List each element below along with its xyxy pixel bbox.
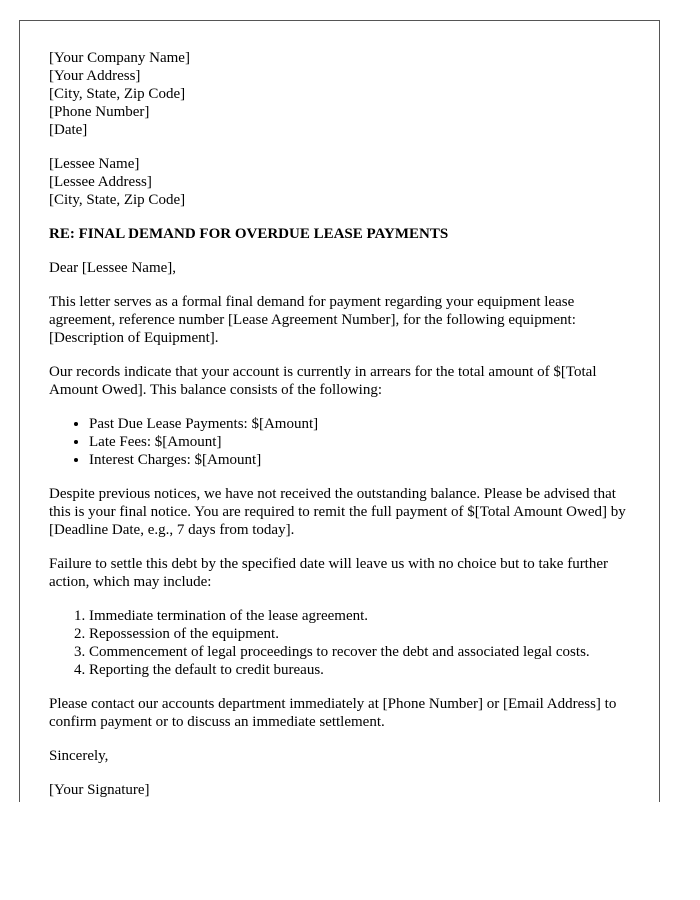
list-item: • Past Due Lease Payments: $[Amount] [89, 415, 639, 433]
sender-city: [City, State, Zip Code] [49, 86, 186, 102]
actions-list [49, 607, 639, 679]
recipient-name: [Lessee Name] [49, 156, 140, 172]
intro-paragraph: This letter serves as a formal final demand for payment regarding your equipment lease agreement, reference number [Lease Agreement Number], for the following equipment: [Description of Equipment]. [49, 294, 576, 346]
letter-page [19, 20, 660, 802]
failure-paragraph: Failure to settle this debt by the specified date will leave us with no choice but to take further action, which may include: [49, 556, 609, 590]
closing: Sincerely, [49, 748, 109, 764]
sender-block [49, 49, 639, 139]
recipient-city: [City, State, Zip Code] [49, 192, 186, 208]
letter-date: [Date] [49, 122, 88, 138]
list-item: 1. Immediate termination of the lease agreement. [89, 607, 639, 625]
notice-paragraph: Despite previous notices, we have not received the outstanding balance. Please be advised that this is your final notice. You are required to remit the full payment of $[Total Amount Owed] by [Deadline Date, e.g., 7 days from today]. [49, 486, 626, 538]
list-item: • Interest Charges: $[Amount] [89, 451, 639, 469]
balance-list [49, 415, 639, 469]
records-paragraph: Our records indicate that your account is currently in arrears for the total amount of $[Total Amount Owed]. This balance consists of the following: [49, 364, 597, 398]
list-item: 4. Reporting the default to credit bureaus. [89, 661, 639, 679]
list-item: 3. Commencement of legal proceedings to recover the debt and associated legal costs. [89, 643, 639, 661]
list-item: • Late Fees: $[Amount] [89, 433, 639, 451]
letter-body [49, 49, 639, 802]
salutation: Dear [Lessee Name], [49, 260, 177, 276]
signature: [Your Signature] [49, 782, 150, 798]
recipient-block [49, 155, 639, 209]
sender-phone: [Phone Number] [49, 104, 150, 120]
list-item: 2. Repossession of the equipment. [89, 625, 639, 643]
contact-paragraph: Please contact our accounts department immediately at [Phone Number] or [Email Address] to confirm payment or to discuss an immediate settlement. [49, 696, 617, 730]
sender-company: [Your Company Name] [49, 50, 190, 66]
sender-address: [Your Address] [49, 68, 141, 84]
subject-line: RE: FINAL DEMAND FOR OVERDUE LEASE PAYMENTS [49, 226, 449, 242]
recipient-address: [Lessee Address] [49, 174, 152, 190]
